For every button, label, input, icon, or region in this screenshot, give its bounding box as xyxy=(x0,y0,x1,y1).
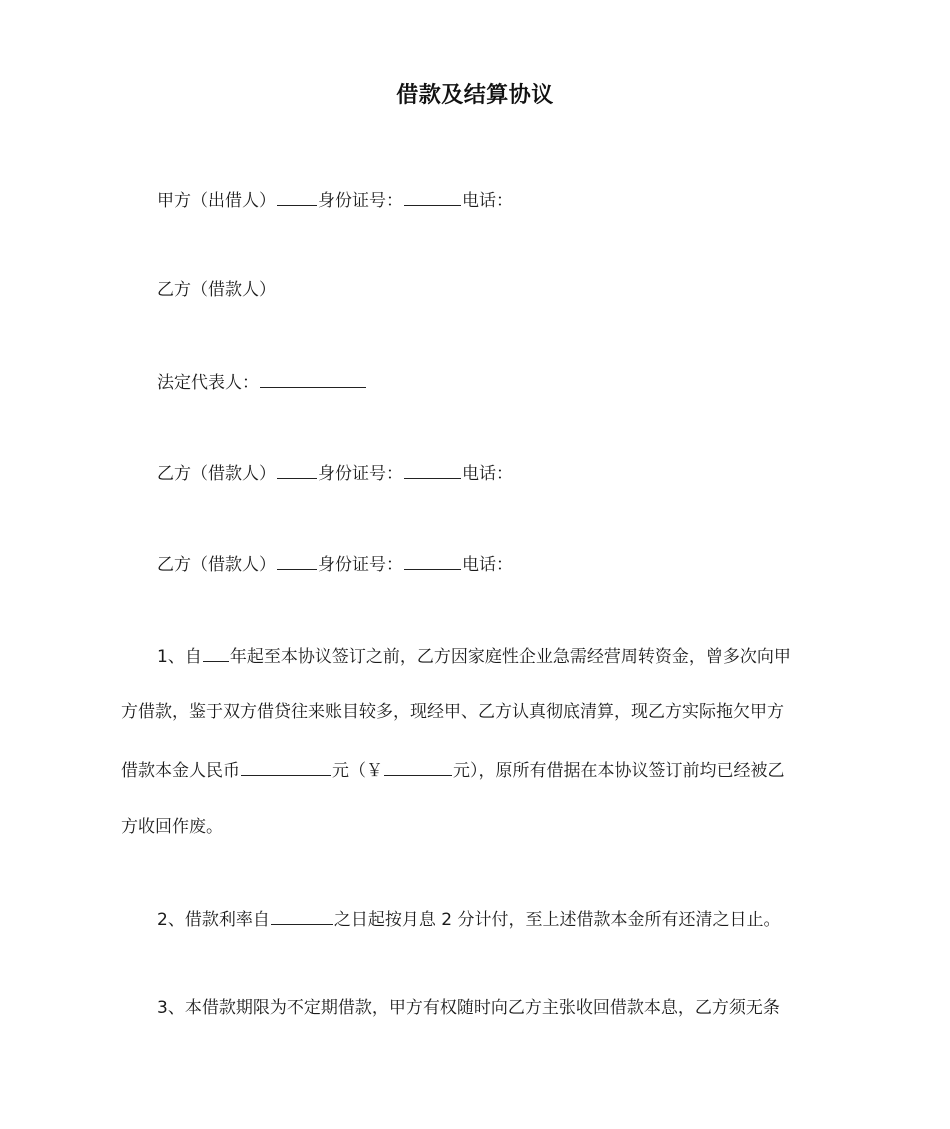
clause-1-text-g: 方收回作废。 xyxy=(121,817,223,837)
legal-rep-label: 法定代表人： xyxy=(157,373,259,393)
party-b-1-id-blank xyxy=(404,460,461,479)
party-a-line xyxy=(157,187,513,213)
clause-1-text-d: 借款本金人民币 xyxy=(121,761,240,781)
clause-1-text-a: 1、自 xyxy=(157,647,202,667)
party-a-label: 甲方（出借人） xyxy=(157,191,276,211)
party-b-2-id-label: 身份证号： xyxy=(318,555,403,575)
party-b-1-label: 乙方（借款人） xyxy=(157,464,276,484)
legal-rep-line xyxy=(157,369,367,395)
clause-1-text-e: 元（￥ xyxy=(332,761,383,781)
clause-3-text: 3、本借款期限为不定期借款，甲方有权随时向乙方主张收回借款本息，乙方须无条 xyxy=(157,998,780,1018)
clause-1-text-b: 年起至本协议签订之前，乙方因家庭性企业急需经营周转资金，曾多次向甲 xyxy=(229,647,791,667)
document-title: 借款及结算协议 xyxy=(396,83,554,108)
clause-2-text-a: 2、借款利率自 xyxy=(157,910,270,930)
clause-1-amount-blank xyxy=(241,757,331,776)
party-a-id-label: 身份证号： xyxy=(318,191,403,211)
clause-1-amount-figure-blank xyxy=(384,757,452,776)
party-b-1-phone-label: 电话： xyxy=(462,464,513,484)
party-b-1-line xyxy=(157,460,513,486)
party-b-2-id-blank xyxy=(404,551,461,570)
party-b-2-phone-label: 电话： xyxy=(462,555,513,575)
party-b-1-name-blank xyxy=(277,460,317,479)
clause-1-line-1 xyxy=(157,643,791,669)
party-a-id-blank xyxy=(404,187,461,206)
clause-3-line xyxy=(157,996,780,1020)
party-b-2-label: 乙方（借款人） xyxy=(157,555,276,575)
clause-1-text-f: 元），原所有借据在本协议签订前均已经被乙 xyxy=(453,761,785,781)
clause-2-date-blank xyxy=(271,906,333,925)
clause-2-text-b: 之日起按月息 2 分计付，至上述借款本金所有还清之日止。 xyxy=(333,910,781,930)
party-b-company-label: 乙方（借款人） xyxy=(157,280,276,300)
legal-rep-blank xyxy=(260,369,366,388)
party-b-2-name-blank xyxy=(277,551,317,570)
clause-1-line-3 xyxy=(121,757,785,783)
party-a-phone-label: 电话： xyxy=(462,191,513,211)
party-a-name-blank xyxy=(277,187,317,206)
clause-2-line xyxy=(157,906,780,932)
clause-1-text-c: 方借款，鉴于双方借贷往来账目较多，现经甲、乙方认真彻底清算，现乙方实际拖欠甲方 xyxy=(121,702,784,722)
clause-1-line-2 xyxy=(121,700,784,724)
clause-1-year-blank xyxy=(203,643,229,662)
party-b-company-line xyxy=(157,278,276,302)
party-b-1-id-label: 身份证号： xyxy=(318,464,403,484)
clause-1-line-4 xyxy=(121,815,223,839)
party-b-2-line xyxy=(157,551,513,577)
